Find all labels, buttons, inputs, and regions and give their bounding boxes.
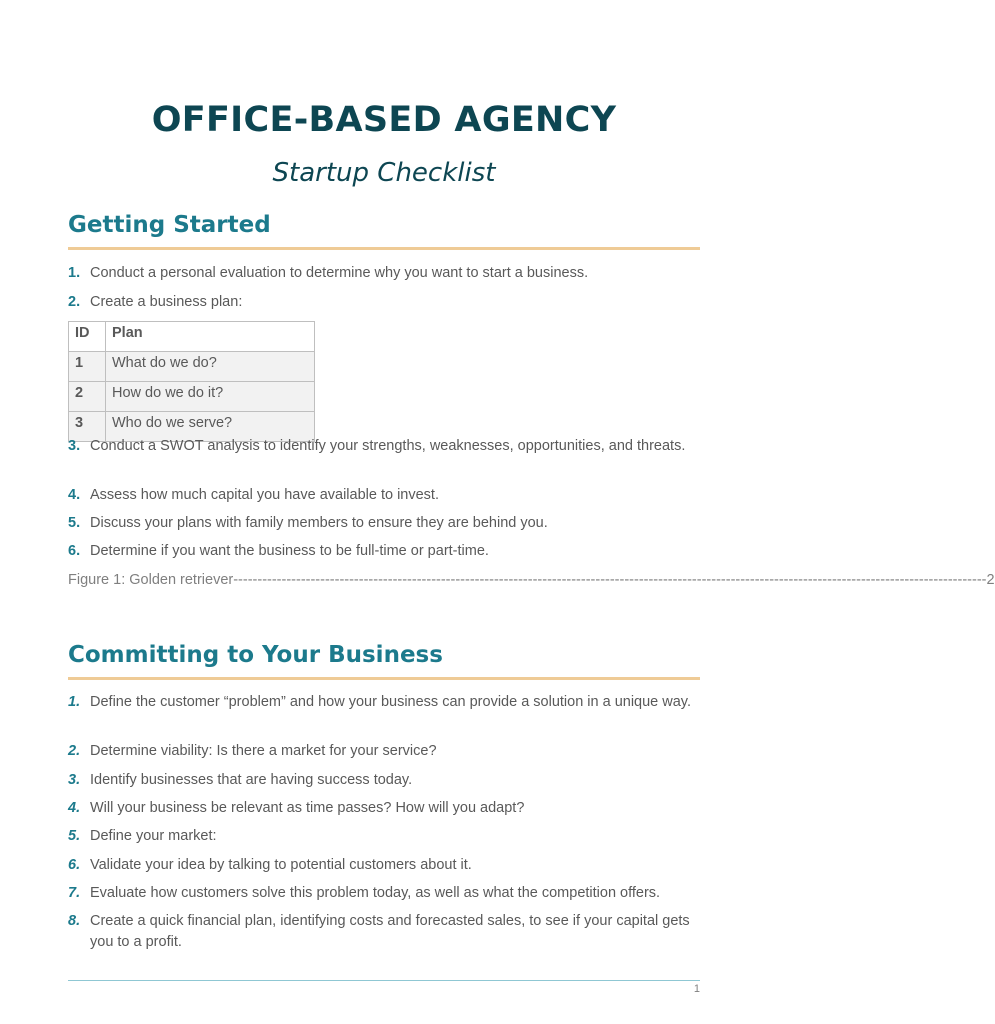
section-rule bbox=[68, 677, 700, 680]
list-item bbox=[68, 292, 700, 313]
list-text: Assess how much capital you have available to invest. bbox=[90, 487, 439, 503]
list-item bbox=[68, 513, 700, 534]
list-item bbox=[68, 541, 700, 562]
list-number: 3. bbox=[68, 772, 81, 788]
table-row bbox=[69, 382, 315, 412]
list-number: 2. bbox=[68, 743, 81, 759]
list-number: 1. bbox=[68, 265, 81, 281]
list-text: Determine viability: Is there a market for your service? bbox=[90, 743, 437, 759]
footer-rule bbox=[68, 980, 700, 981]
section-rule bbox=[68, 247, 700, 250]
table-cell-id: 1 bbox=[69, 352, 106, 382]
table-cell-id: 2 bbox=[69, 382, 106, 412]
toc-label: Figure 1: Golden retriever bbox=[68, 572, 234, 588]
table-header-plan: Plan bbox=[106, 322, 315, 352]
list-item bbox=[68, 770, 700, 791]
list-text: Evaluate how customers solve this problem today, as well as what the competition offers. bbox=[90, 885, 661, 901]
section-heading-getting-started: Getting Started bbox=[68, 212, 271, 238]
list-number: 8. bbox=[68, 913, 81, 929]
page-subtitle: Startup Checklist bbox=[272, 158, 496, 188]
list-text: Validate your idea by talking to potential customers about it. bbox=[90, 857, 472, 873]
list-text: Will your business be relevant as time passes? How will you adapt? bbox=[90, 800, 525, 816]
table-cell-plan: What do we do? bbox=[106, 352, 315, 382]
table-header-row bbox=[69, 322, 315, 352]
table-cell-plan: How do we do it? bbox=[106, 382, 315, 412]
list-item bbox=[68, 436, 700, 457]
section-heading-committing: Committing to Your Business bbox=[68, 642, 443, 668]
list-item bbox=[68, 692, 700, 713]
list-number: 4. bbox=[68, 800, 81, 816]
table-cell-id: 3 bbox=[69, 412, 106, 442]
list-number: 3. bbox=[68, 438, 81, 454]
list-item bbox=[68, 855, 700, 876]
list-item bbox=[68, 826, 700, 847]
list-number: 5. bbox=[68, 515, 81, 531]
table-row bbox=[69, 352, 315, 382]
list-text: Define your market: bbox=[90, 828, 217, 844]
list-item bbox=[68, 883, 700, 904]
list-text: Conduct a SWOT analysis to identify your strengths, weaknesses, opportunities, and threats. bbox=[90, 438, 686, 454]
list-item bbox=[68, 263, 700, 284]
list-number: 5. bbox=[68, 828, 81, 844]
table-cell-plan: Who do we serve? bbox=[106, 412, 315, 442]
table-header-id: ID bbox=[69, 322, 106, 352]
list-number: 7. bbox=[68, 885, 81, 901]
toc-leader: ------------------------------------------------------------------------------------------------------------------------------------------------------------ bbox=[233, 572, 987, 588]
list-number: 4. bbox=[68, 487, 81, 503]
plan-table bbox=[68, 321, 315, 442]
page-title: OFFICE-BASED AGENCY bbox=[151, 100, 617, 140]
list-number: 6. bbox=[68, 543, 81, 559]
list-text: Determine if you want the business to be full-time or part-time. bbox=[90, 543, 489, 559]
list-item bbox=[68, 741, 700, 762]
toc-entry-figure-1[interactable] bbox=[68, 570, 995, 590]
list-text: Create a business plan: bbox=[90, 294, 243, 310]
list-text: Define the customer “problem” and how your business can provide a solution in a unique way. bbox=[90, 694, 692, 710]
list-number: 6. bbox=[68, 857, 81, 873]
list-item bbox=[68, 798, 700, 819]
list-text: Identify businesses that are having success today. bbox=[90, 772, 413, 788]
list-item bbox=[68, 485, 700, 506]
list-item bbox=[68, 911, 700, 953]
list-text: Create a quick financial plan, identifying costs and forecasted sales, to see if your capital gets you to a profit. bbox=[90, 913, 690, 950]
list-text: Discuss your plans with family members to ensure they are behind you. bbox=[90, 515, 548, 531]
list-text: Conduct a personal evaluation to determine why you want to start a business. bbox=[90, 265, 589, 281]
toc-page-number: 2 bbox=[986, 572, 995, 588]
list-number: 1. bbox=[68, 694, 81, 710]
list-number: 2. bbox=[68, 294, 81, 310]
page-number: 1 bbox=[693, 983, 700, 995]
